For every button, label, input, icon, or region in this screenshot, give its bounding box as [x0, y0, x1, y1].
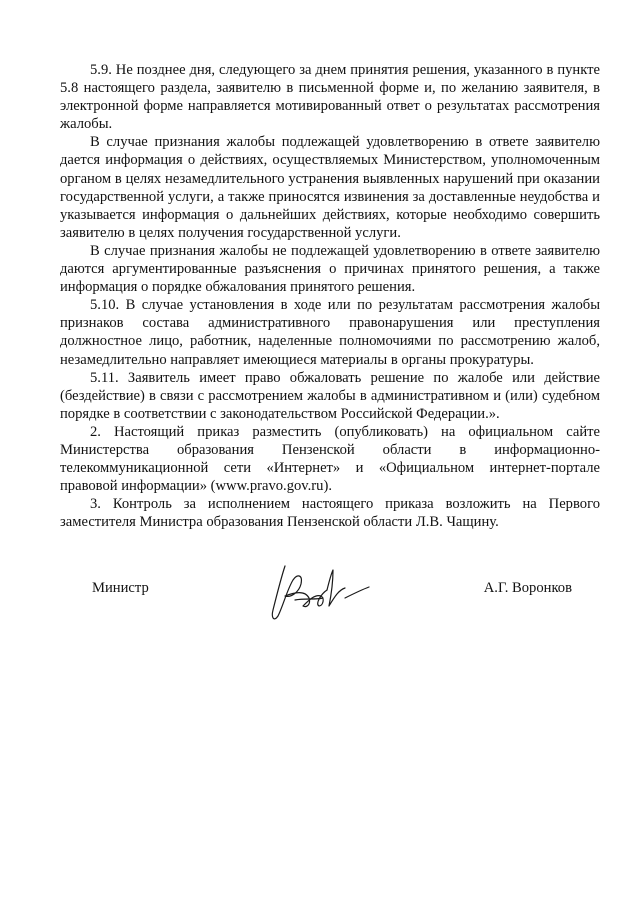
paragraph-publication-order: 2. Настоящий приказ разместить (опубликовать) на официальном сайте Министерства образования Пензенской области в информационно-телекоммуникационной сети «Интернет» и «Официальном интернет-портале правовой информации» (www.pravo.gov.ru). — [60, 423, 600, 495]
paragraph-satisfied-complaint: В случае признания жалобы подлежащей удовлетворению в ответе заявителю дается информация о действиях, осуществляемых Министерством, уполномоченным органом в целях незамедлительного устранения выявленных нарушений при оказании государственной услуги, а также приносятся извинения за доставленные неудобства и указывается информация о дальнейших действиях, которые необходимо совершить заявителю в целях получения государственной услуги. — [60, 134, 600, 241]
signature-block — [60, 560, 600, 630]
handwritten-signature — [265, 560, 375, 626]
paragraph-5-10: 5.10. В случае установления в ходе или по результатам рассмотрения жалобы признаков состава административного правонарушения или преступления должностное лицо, работник, наделенные полномочиями по рассмотрению жалоб, незамедлительно направляет имеющиеся материалы в органы прокуратуры. — [60, 297, 600, 368]
paragraph-control-order: 3. Контроль за исполнением настоящего приказа возложить на Первого заместителя Министра образования Пензенской области Л.В. Чащину. — [60, 496, 600, 531]
paragraph-5-9: 5.9. Не позднее дня, следующего за днем принятия решения, указанного в пункте 5.8 настоящего раздела, заявителю в письменной форме и, по желанию заявителя, в электронной форме направляется мотивированный ответ о результатах рассмотрения жалобы. — [60, 62, 600, 133]
signatory-name: А.Г. Воронков — [483, 580, 572, 596]
paragraph-5-11: 5.11. Заявитель имеет право обжаловать решение по жалобе или действие (бездействие) в связи с рассмотрением жалобы в административном и (или) судебном порядке в соответствии с законодательством Российской Федерации.». — [60, 369, 600, 422]
paragraph-rejected-complaint: В случае признания жалобы не подлежащей удовлетворению в ответе заявителю даются аргументированные разъяснения о причинах принятого решения, а также информация о порядке обжалования принятого решения. — [60, 242, 600, 296]
document-body — [60, 61, 600, 531]
signatory-title: Министр — [92, 580, 149, 596]
